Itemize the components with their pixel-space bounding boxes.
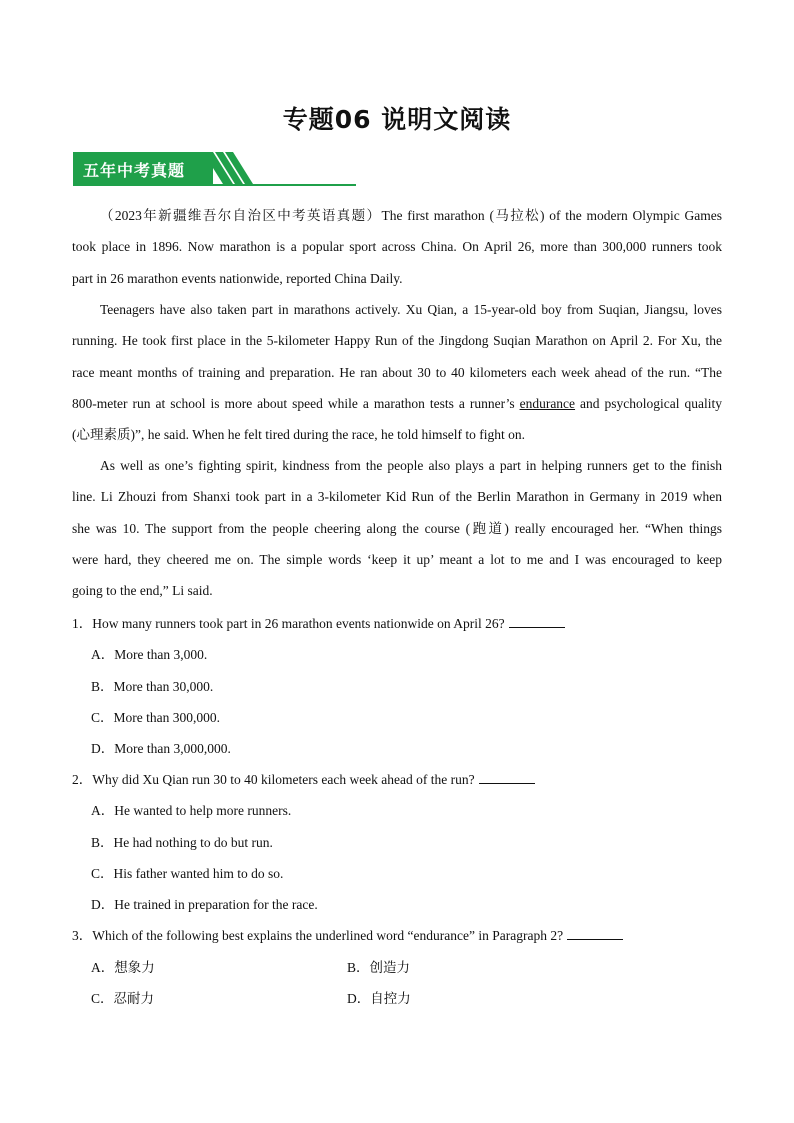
passage-paragraph-2 xyxy=(72,294,722,450)
passage-line: (心理素质)”, he said. When he felt tired during the race, he told himself to fight on. xyxy=(72,427,526,443)
passage-line: （2023年新疆维吾尔自治区中考英语真题）The first marathon (马拉松) of the modern Olympic Games xyxy=(100,208,722,223)
option-1a[interactable]: A．More than 3,000. xyxy=(91,647,208,662)
question-stem: 1．How many runners took part in 26 marathon events nationwide on April 26? xyxy=(72,616,505,631)
passage-line: part in 26 marathon events nationwide, reported China Daily. xyxy=(72,270,403,286)
option-3a[interactable]: A．想象力 xyxy=(91,960,155,975)
option-2d[interactable]: D．He trained in preparation for the race. xyxy=(91,897,318,912)
option-2c[interactable]: C．His father wanted him to do so. xyxy=(91,866,284,881)
passage-line: took place in 1896. Now marathon is a popular sport across China. On April 26, more than 300,000 runners took xyxy=(72,239,722,255)
passage-line: As well as one’s fighting spirit, kindness from the people also plays a part in helping runners get to the finish xyxy=(100,458,722,473)
option-3b[interactable]: B．创造力 xyxy=(347,960,411,975)
passage-line: race meant months of training and preparation. He ran about 30 to 40 kilometers each week ahead of the run. “The xyxy=(72,364,722,380)
passage-line: she was 10. The support from the people cheering along the course (跑道) really encouraged her. “When things xyxy=(72,520,722,536)
option-1c[interactable]: C．More than 300,000. xyxy=(91,710,220,725)
question-stem: 2．Why did Xu Qian run 30 to 40 kilometers each week ahead of the run? xyxy=(72,772,475,787)
passage-line: were hard, they cheered me on. The simple words ‘keep it up’ meant a lot to me and I was encouraged to keep xyxy=(72,551,722,567)
question-stem: 3．Which of the following best explains the underlined word “endurance” in Paragraph 2? xyxy=(72,928,564,943)
answer-blank[interactable] xyxy=(567,927,623,940)
option-1b[interactable]: B．More than 30,000. xyxy=(91,679,214,694)
option-2b[interactable]: B．He had nothing to do but run. xyxy=(91,835,273,850)
passage-line xyxy=(72,388,722,419)
passage-line: Teenagers have also taken part in marathons actively. Xu Qian, a 15-year-old boy from Suqian, Jiangsu, loves xyxy=(100,302,722,317)
answer-blank[interactable] xyxy=(479,771,535,784)
option-3c[interactable]: C．忍耐力 xyxy=(91,991,155,1006)
option-1d[interactable]: D．More than 3,000,000. xyxy=(91,741,231,756)
page-title: 专题06 说明文阅读 xyxy=(282,105,512,134)
underlined-word: endurance xyxy=(519,395,576,411)
passage-line: line. Li Zhouzi from Shanxi took part in a 3-kilometer Kid Run of the Berlin Marathon in Germany in 2019 when xyxy=(72,489,722,505)
question-1 xyxy=(72,612,565,632)
passage-paragraph-3 xyxy=(72,450,722,606)
banner-label: 五年中考真题 xyxy=(83,161,186,180)
section-banner xyxy=(73,152,356,186)
question-3 xyxy=(72,924,623,944)
option-2a[interactable]: A．He wanted to help more runners. xyxy=(91,803,292,818)
passage-line: going to the end,” Li said. xyxy=(72,583,213,599)
answer-blank[interactable] xyxy=(509,615,565,628)
passage-text: and psychological quality xyxy=(575,395,723,411)
passage-text: 800-meter run at school is more about speed while a marathon tests a runner’s xyxy=(72,395,520,411)
stripes-icon xyxy=(203,152,263,185)
passage-line: running. He took first place in the 5-kilometer Happy Run of the Jingdong Suqian Marathon on April 2. For Xu, the xyxy=(72,333,722,349)
option-3d[interactable]: D．自控力 xyxy=(347,991,411,1006)
passage-paragraph-1 xyxy=(72,200,722,294)
question-2 xyxy=(72,768,535,788)
banner-underline xyxy=(73,184,356,186)
